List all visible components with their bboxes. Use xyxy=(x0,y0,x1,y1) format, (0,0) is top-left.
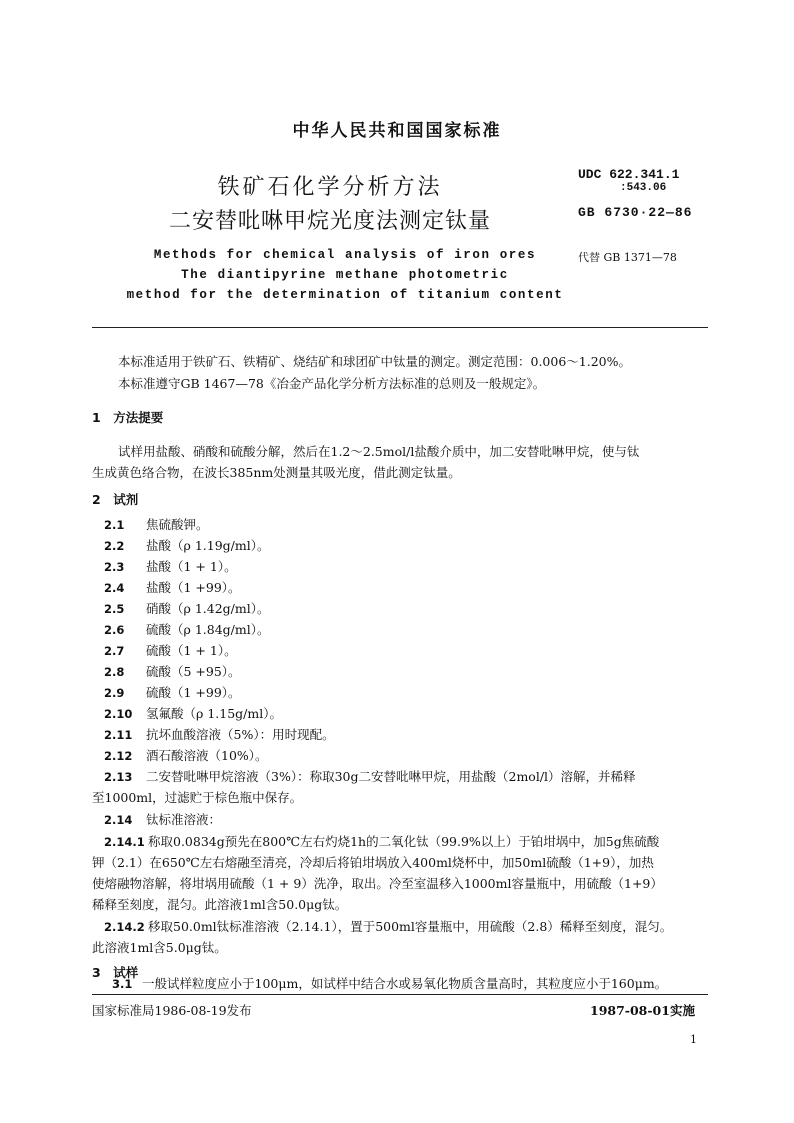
gb-code: GB 6730·22—86 xyxy=(578,205,693,220)
reagent-item-2-14: 2.14 钛标准溶液： xyxy=(104,812,222,827)
page-number: 1 xyxy=(690,1033,697,1046)
section-1-line-1: 试样用盐酸、硝酸和硫酸分解，然后在1.2～2.5mol/l盐酸介质中，加二安替吡啉甲烷，使与钛 xyxy=(118,444,640,459)
title-cn-2: 二安替吡啉甲烷光度法测定钛量 xyxy=(168,209,491,234)
reagent-item: 2.2 盐酸（ρ 1.19g/ml）。 xyxy=(104,538,270,553)
reagent-item: 2.11 抗坏血酸溶液（5%）：用时现配。 xyxy=(104,727,335,742)
udc-code-sub: :543.06 xyxy=(620,182,667,194)
title-cn-1: 铁矿石化学分析方法 xyxy=(217,175,443,200)
reagent-2-13-continuation: 至1000ml，过滤贮于棕色瓶中保存。 xyxy=(92,790,303,805)
reagent-2-14-1-line-2: 钾（2.1）在650℃左右熔融至清亮，冷却后将铂坩埚放入400ml烧杯中，加50ml硫酸（1+9），加热 xyxy=(92,855,654,870)
reagent-item: 2.4 盐酸（1 +99）。 xyxy=(104,580,241,595)
reagent-item: 2.3 盐酸（1 + 1）。 xyxy=(104,559,237,574)
reagent-item: 2.12 酒石酸溶液（10%）。 xyxy=(104,748,268,763)
title-en-2: The diantipyrine methane photometric xyxy=(181,268,509,282)
reagent-item: 2.6 硫酸（ρ 1.84g/ml）。 xyxy=(104,622,270,637)
intro-line-2: 本标准遵守GB 1467—78《冶金产品化学分析方法标准的总则及一般规定》。 xyxy=(118,376,546,391)
reagent-item: 2.1 焦硫酸钾。 xyxy=(104,517,209,532)
title-en-1: Methods for chemical analysis of iron ores xyxy=(153,248,537,262)
reagent-item: 2.5 硝酸（ρ 1.42g/ml）。 xyxy=(104,601,270,616)
reagent-item-2-14-1: 2.14.1 称取0.0834g预先在800℃左右灼烧1h的二氧化钛（99.9%以上）于铂坩埚中，加5g焦硫酸 xyxy=(104,834,660,849)
reagent-item: 2.10 氢氟酸（ρ 1.15g/ml）。 xyxy=(104,706,282,721)
effective-date: 1987-08-01实施 xyxy=(590,1003,695,1018)
reagent-2-14-1-line-3: 使熔融物溶解，将坩埚用硫酸（1 + 9）洗净，取出。冷至室温移入1000ml容量瓶中，用硫酸（1+9） xyxy=(92,876,663,891)
footer-divider xyxy=(92,994,708,995)
reagent-item-2-13: 2.13 二安替吡啉甲烷溶液（3%）：称取30g二安替吡啉甲烷，用盐酸（2mol/l）溶解，并稀释 xyxy=(104,769,636,784)
reagent-item-2-14-2: 2.14.2 移取50.0ml钛标准溶液（2.14.1），置于500ml容量瓶中，用硫酸（2.8）稀释至刻度，混匀。 xyxy=(104,919,673,934)
section-2-heading: 2 试剂 xyxy=(92,492,139,507)
reagent-2-14-1-line-4: 稀释至刻度，混匀。此溶液1ml含50.0μg钛。 xyxy=(92,897,348,912)
section-1-heading: 1 方法提要 xyxy=(92,410,164,425)
sample-item-3-1: 3.1 一般试样粒度应小于100μm，如试样中结合水或易氧化物质含量高时，其粒度应小于160μm。 xyxy=(112,976,668,991)
section-1-line-2: 生成黄色络合物，在波长385nm处测量其吸光度，借此测定钛量。 xyxy=(92,465,461,480)
reagent-item: 2.7 硫酸（1 + 1）。 xyxy=(104,643,237,658)
intro-line-1: 本标准适用于铁矿石、铁精矿、烧结矿和球团矿中钛量的测定。测定范围：0.006～1.20%。 xyxy=(118,354,631,369)
header-divider xyxy=(92,327,708,328)
reagent-item: 2.8 硫酸（5 +95）。 xyxy=(104,664,241,679)
udc-code: UDC 622.341.1 xyxy=(578,167,680,182)
title-en-3: method for the determination of titanium content xyxy=(126,288,564,302)
reagent-2-14-2-line-2: 此溶液1ml含5.0μg钛。 xyxy=(92,940,227,955)
section-3-heading: 3 试样 xyxy=(92,965,139,980)
issue-date: 国家标准局1986-08-19发布 xyxy=(92,1003,252,1018)
reagent-item: 2.9 硫酸（1 +99）。 xyxy=(104,685,241,700)
country-standard-title: 中华人民共和国国家标准 xyxy=(292,121,502,141)
replaces-standard: 代替 GB 1371—78 xyxy=(578,251,677,264)
